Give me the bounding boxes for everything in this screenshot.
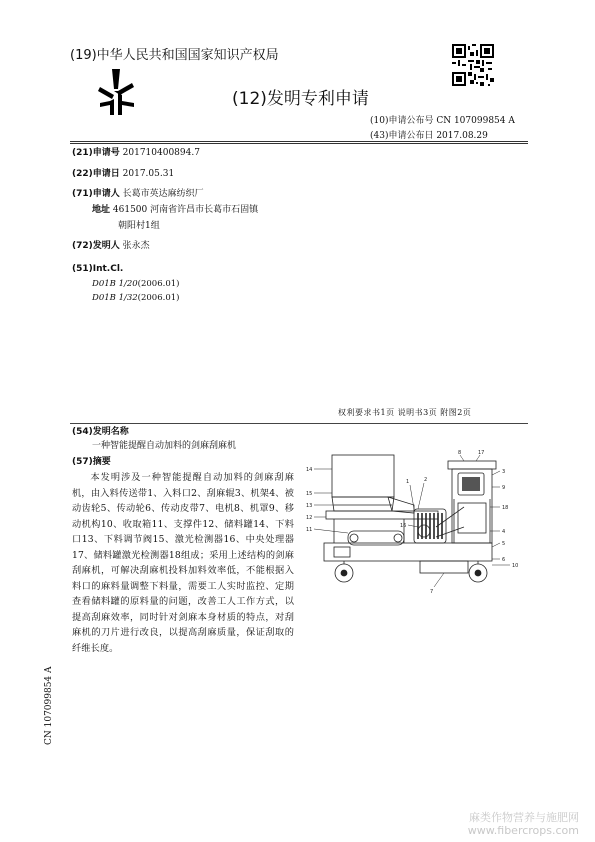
application-number-row xyxy=(72,146,200,160)
figure-label: 6 xyxy=(502,557,506,563)
document-kind-title: (12)发明专利申请 xyxy=(232,89,369,109)
inventor-label: (72)发明人 xyxy=(72,241,120,251)
abstract-text: 本发明涉及一种智能提醒自动加料的剑麻刮麻机，由入料传送带1、入料口2、刮麻辊3、机架4、被动齿轮5、传动轮6、传动皮带7、电机8、机罩9、移动机构10、收取箱11、支撑件12、储料罐14、下料口13、下料调节阀15、激光检测器16、中央处理器17、储料罐激光检测器18组成；采用上述结构的剑麻刮麻机，可解决刮麻机投料加料效率低，不能根据入料口的麻料量调整下料量，需要工人实时监控、定期查看储料罐的原料量的问题，改善工人工作方式，以提高刮麻效率，同时针对剑麻本身材质的特点，对刮麻机的刀片进行改良，以提高刮麻质量，保证刮取的纤维长度。 xyxy=(72,472,294,654)
figure-label: 16 xyxy=(400,523,407,529)
wheel-shapes xyxy=(335,561,487,582)
figure-label: 4 xyxy=(502,529,506,535)
cnipa-emblem-icon xyxy=(92,67,140,117)
figure-label: 8 xyxy=(458,450,462,456)
figure-label: 12 xyxy=(306,515,313,521)
figure-label: 7 xyxy=(430,589,434,595)
header-rule-double xyxy=(70,143,528,144)
watermark-url: www.fibercrops.com xyxy=(467,824,579,837)
figure-label: 13 xyxy=(306,503,313,509)
figure-label: 5 xyxy=(502,541,506,547)
ipc-entry: D01B 1/20(2006.01) xyxy=(92,279,180,289)
address-line-2: 朝阳村1组 xyxy=(118,221,160,231)
invention-title: 一种智能提醒自动加料的剑麻刮麻机 xyxy=(92,441,237,451)
application-number: 201710400894.7 xyxy=(122,148,200,158)
address-row xyxy=(92,203,258,217)
figure-label: 15 xyxy=(306,491,313,497)
figure-label: 14 xyxy=(306,467,313,473)
hopper-shape xyxy=(332,497,394,511)
figure-label: 1 xyxy=(406,479,410,485)
figure-label: 11 xyxy=(306,527,313,533)
figure-label: 17 xyxy=(478,450,485,456)
figure-label: 2 xyxy=(424,477,428,483)
applicant-row xyxy=(72,187,204,201)
title-label: (54)发明名称 xyxy=(72,427,129,437)
patent-office-name: (19)中华人民共和国国家知识产权局 xyxy=(70,48,279,63)
inventor-row xyxy=(72,239,150,253)
abstract-label: (57)摘要 xyxy=(72,457,111,467)
qr-code-icon xyxy=(452,44,494,86)
figure-label: 18 xyxy=(502,505,509,511)
publication-number: (10)申请公布号 CN 107099854 A xyxy=(370,116,515,126)
figure-label: 9 xyxy=(502,485,506,491)
machine-base-shape xyxy=(324,543,492,561)
page-count-info: 权利要求书1页 说明书3页 附图2页 xyxy=(338,408,472,417)
filing-date-row xyxy=(72,167,174,181)
filing-date: 2017.05.31 xyxy=(122,169,175,179)
section-rule xyxy=(70,423,528,424)
figure-label: 10 xyxy=(512,563,519,569)
applicant-label: (71)申请人 xyxy=(72,189,120,199)
publication-date: (43)申请公布日 2017.08.29 xyxy=(370,131,488,141)
collection-box-shape xyxy=(420,561,468,573)
figure-label: 3 xyxy=(502,469,506,475)
abstract-drawing xyxy=(304,447,532,605)
ipc-entry: D01B 1/32(2006.01) xyxy=(92,293,180,303)
application-number-label: (21)申请号 xyxy=(72,148,120,158)
address-label: 地址 xyxy=(92,205,111,215)
watermark-title: 麻类作物营养与施肥网 xyxy=(469,811,579,824)
filing-date-label: (22)申请日 xyxy=(72,169,120,179)
inventor-name: 张永杰 xyxy=(122,241,150,251)
storage-tank-shape xyxy=(332,455,394,497)
address-line-1: 461500 河南省许昌市长葛市石固镇 xyxy=(112,205,259,215)
side-publication-number: CN 107099854 A xyxy=(44,666,54,745)
int-cl-label: (51)Int.Cl. xyxy=(72,264,124,274)
applicant-name: 长葛市英达麻纺织厂 xyxy=(122,189,204,199)
